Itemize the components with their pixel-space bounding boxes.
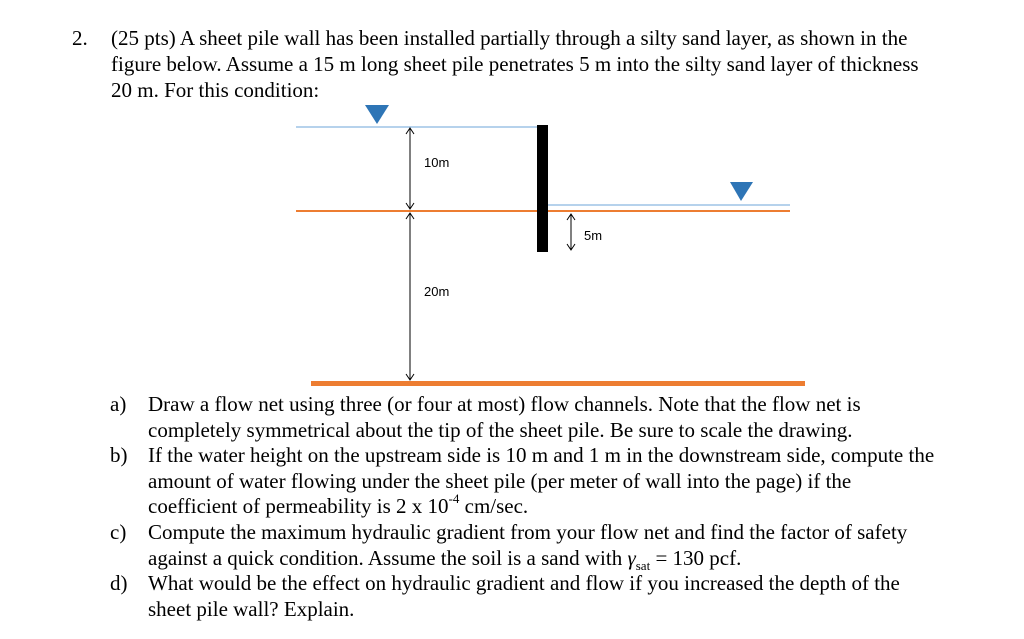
label-10m: 10m bbox=[424, 155, 450, 170]
part-b-line-3-units: cm/sec. bbox=[459, 494, 529, 519]
part-c-line-1: Compute the maximum hydraulic gradient from your flow net and find the factor of safety bbox=[148, 519, 908, 544]
question-line-3: 20 m. For this condition: bbox=[111, 78, 320, 102]
part-b-exponent: -4 bbox=[448, 491, 460, 507]
part-d bbox=[110, 571, 1010, 622]
question-number: 2. bbox=[72, 26, 88, 50]
impermeable-base bbox=[311, 381, 805, 386]
downstream-water-triangle-icon bbox=[730, 182, 753, 201]
part-d-label: d) bbox=[110, 571, 128, 596]
part-b-line-2: amount of water flowing under the sheet pile (per meter of wall into the page) if the bbox=[148, 468, 852, 493]
part-c-line-2 bbox=[148, 546, 1010, 572]
part-c-line-2-value: = 130 pcf. bbox=[650, 545, 742, 570]
part-b-label: b) bbox=[110, 443, 128, 468]
part-b-line-1: If the water height on the upstream side is 10 m and 1 m in the downstream side, compute the bbox=[148, 443, 935, 468]
part-b-line-3 bbox=[148, 491, 1010, 520]
gamma-symbol: γ bbox=[627, 545, 636, 570]
part-c-label: c) bbox=[110, 519, 127, 544]
part-d-line-2: sheet pile wall? Explain. bbox=[148, 596, 355, 621]
upstream-water-triangle-icon bbox=[365, 105, 389, 124]
part-a-line-1: Draw a flow net using three (or four at most) flow channels. Note that the flow net is bbox=[148, 392, 861, 416]
part-c bbox=[110, 520, 1010, 571]
part-c-line-2-text: against a quick condition. Assume the soil is a sand with bbox=[148, 545, 628, 570]
part-b bbox=[110, 443, 1010, 520]
part-a-line-2: completely symmetrical about the tip of the sheet pile. Be sure to scale the drawing. bbox=[148, 417, 853, 442]
label-20m: 20m bbox=[424, 284, 450, 299]
part-a bbox=[110, 392, 1010, 443]
sheet-pile bbox=[537, 125, 548, 252]
question-line-2: figure below. Assume a 15 m long sheet pile penetrates 5 m into the silty sand layer of thickness bbox=[111, 52, 919, 76]
question-parts bbox=[110, 392, 1010, 622]
part-d-line-1: What would be the effect on hydraulic gradient and flow if you increased the depth of the bbox=[148, 571, 900, 596]
question-line-1: (25 pts) A sheet pile wall has been installed partially through a silty sand layer, as shown in the bbox=[111, 26, 908, 50]
gamma-subscript: sat bbox=[635, 557, 651, 573]
part-a-label: a) bbox=[110, 392, 127, 416]
label-5m: 5m bbox=[584, 228, 603, 243]
part-b-line-3-text: coefficient of permeability is 2 x 10 bbox=[148, 494, 449, 519]
